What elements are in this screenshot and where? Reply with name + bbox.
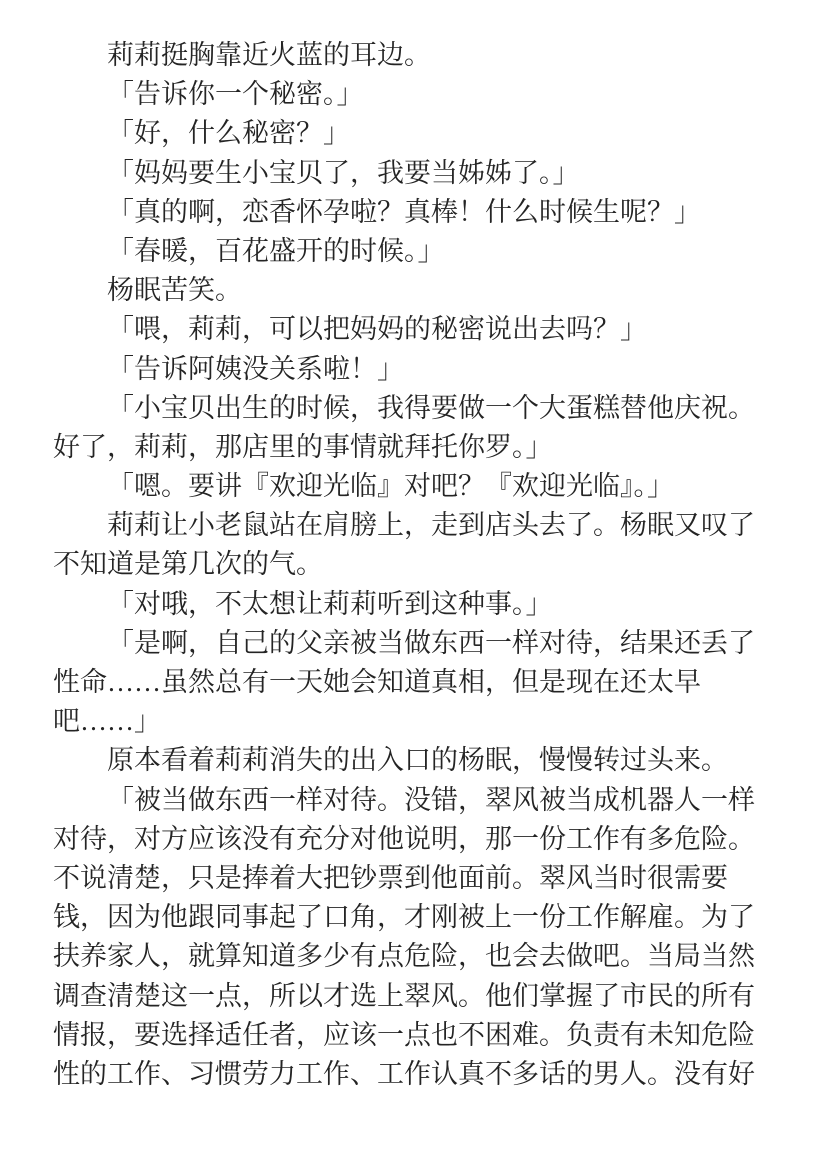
text-line: 「小宝贝出生的时候，我得要做一个大蛋糕替他庆祝。 xyxy=(107,392,755,423)
text-line: 「妈妈要生小宝贝了，我要当姊姊了。」 xyxy=(107,157,580,188)
text-line: 「真的啊，恋香怀孕啦？真棒！什么时候生呢？」 xyxy=(107,196,701,227)
text-line: 扶养家人，就算知道多少有点危险，也会去做吧。当局当然 xyxy=(53,941,755,972)
text-line: 好了，莉莉，那店里的事情就拜托你罗。」 xyxy=(53,431,553,462)
text-line: 钱，因为他跟同事起了口角，才刚被上一份工作解雇。为了 xyxy=(53,902,755,933)
text-line: 不知道是第几次的气。 xyxy=(53,549,323,580)
text-line: 情报，要选择适任者，应该一点也不困难。负责有未知危险 xyxy=(53,1019,755,1050)
text-line: 「被当做东西一样对待。没错，翠风被当成机器人一样 xyxy=(107,784,755,815)
text-line: 不说清楚，只是捧着大把钞票到他面前。翠风当时很需要 xyxy=(53,862,728,893)
text-line: 「是啊，自己的父亲被当做东西一样对待，结果还丢了 xyxy=(107,627,755,658)
text-line: 原本看着莉莉消失的出入口的杨眠，慢慢转过头来。 xyxy=(107,745,728,776)
text-line: 「嗯。要讲『欢迎光临』对吧？『欢迎光临』。」 xyxy=(107,471,674,502)
text-line: 杨眠苦笑。 xyxy=(107,275,242,306)
text-line: 调查清楚这一点，所以才选上翠风。他们掌握了市民的所有 xyxy=(53,980,755,1011)
text-line: 「告诉阿姨没关系啦！」 xyxy=(107,353,404,384)
text-line: 莉莉让小老鼠站在肩膀上，走到店头去了。杨眠又叹了 xyxy=(107,510,755,541)
text-line: 「春暖，百花盛开的时候。」 xyxy=(107,235,445,266)
text-line: 「对哦，不太想让莉莉听到这种事。」 xyxy=(107,588,553,619)
text-line: 莉莉挺胸靠近火蓝的耳边。 xyxy=(107,40,431,70)
text-line: 性的工作、习惯劳力工作、工作认真不多话的男人。没有好 xyxy=(53,1058,755,1089)
text-line: 「喂，莉莉，可以把妈妈的秘密说出去吗？」 xyxy=(107,314,647,345)
text-line: 对待，对方应该没有充分对他说明，那一份工作有多危险。 xyxy=(53,823,755,854)
text-line: 吧……」 xyxy=(53,706,161,737)
text-line: 「好，什么秘密？」 xyxy=(107,118,350,149)
text-line: 性命……虽然总有一天她会知道真相，但是现在还太早 xyxy=(53,667,701,697)
text-line: 「告诉你一个秘密。」 xyxy=(107,79,364,110)
